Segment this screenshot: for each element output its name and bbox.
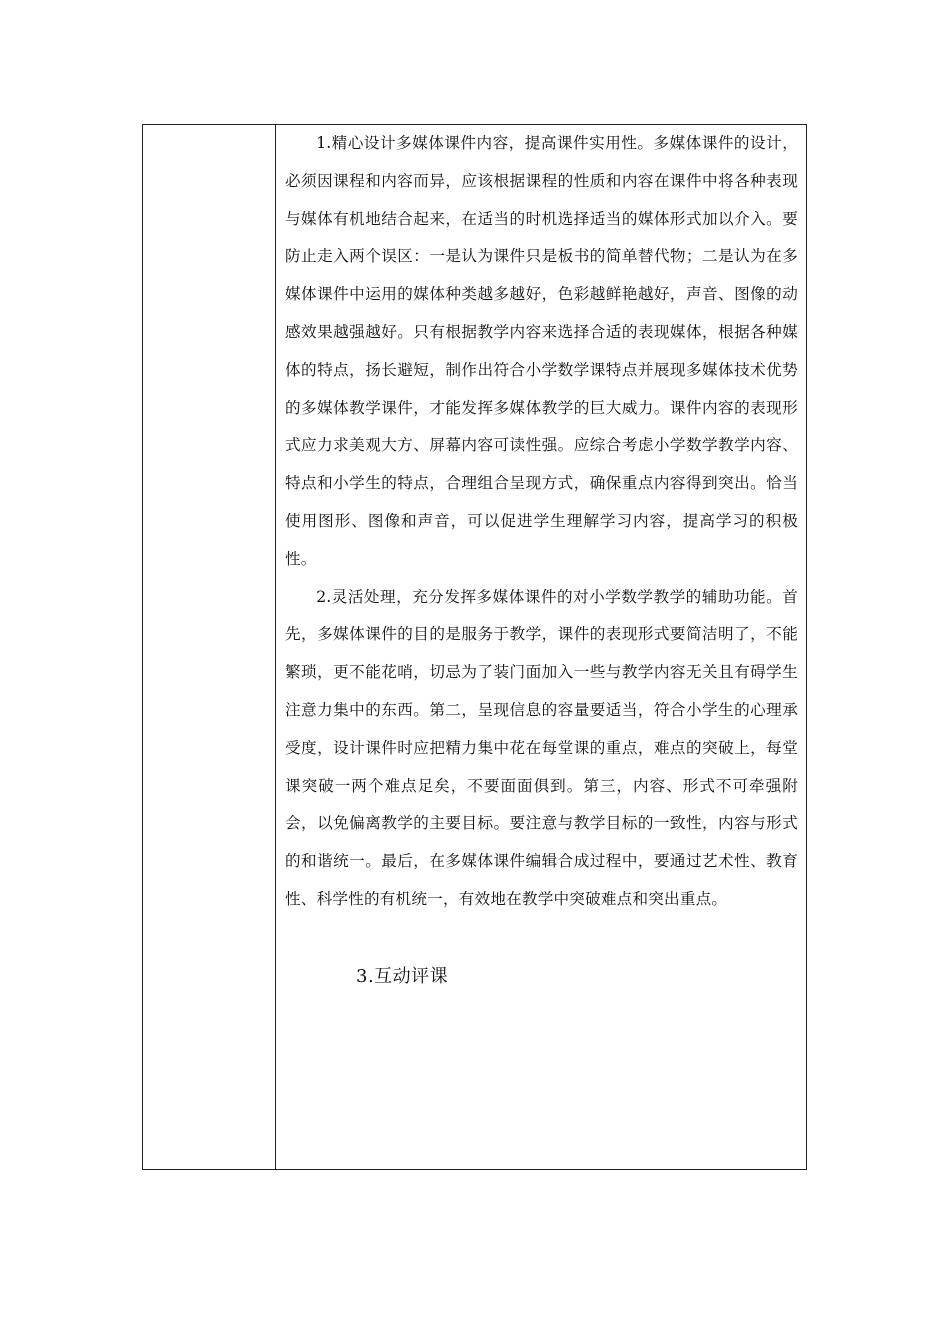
table-left-cell: [143, 125, 276, 1169]
document-table: [142, 124, 807, 1170]
table-content-cell: [276, 125, 806, 1169]
section-heading: 3.互动评课: [356, 966, 449, 987]
paragraph-1: 1.精心设计多媒体课件内容，提高课件实用性。多媒体课件的设计，必须因课程和内容而异，应该根据课程的性质和内容在课件中将各种表现与媒体有机地结合起来，在适当的时机选择适当的媒体形式加以介入。要防止走入两个误区：一是认为课件只是板书的简单替代物；二是认为在多媒体课件中运用的媒体种类越多越好，色彩越鲜艳越好，声音、图像的动感效果越强越好。只有根据教学内容来选择合适的表现媒体，根据各种媒体的特点，扬长避短，制作出符合小学数学课特点并展现多媒体技术优势的多媒体教学课件，才能发挥多媒体教学的巨大威力。课件内容的表现形式应力求美观大方、屏幕内容可读性强。应综合考虑小学数学教学内容、特点和小学生的特点，合理组合呈现方式，确保重点内容得到突出。恰当使用图形、图像和声音，可以促进学生理解学习内容，提高学习的积极性。: [285, 134, 798, 568]
paragraph-2: 2.灵活处理，充分发挥多媒体课件的对小学数学教学的辅助功能。首先，多媒体课件的目的是服务于教学，课件的表现形式要简洁明了，不能繁琐，更不能花哨，切忌为了装门面加入一些与教学内容无关且有碍学生注意力集中的东西。第二，呈现信息的容量要适当，符合小学生的心理承受度，设计课件时应把精力集中花在每堂课的重点，难点的突破上，每堂课突破一两个难点足矣，不要面面俱到。第三，内容、形式不可牵强附会，以免偏离教学的主要目标。要注意与教学目标的一致性，内容与形式的和谐统一。最后，在多媒体课件编辑合成过程中，要通过艺术性、教育性、科学性的有机统一，有效地在教学中突破难点和突出重点。: [285, 587, 798, 908]
